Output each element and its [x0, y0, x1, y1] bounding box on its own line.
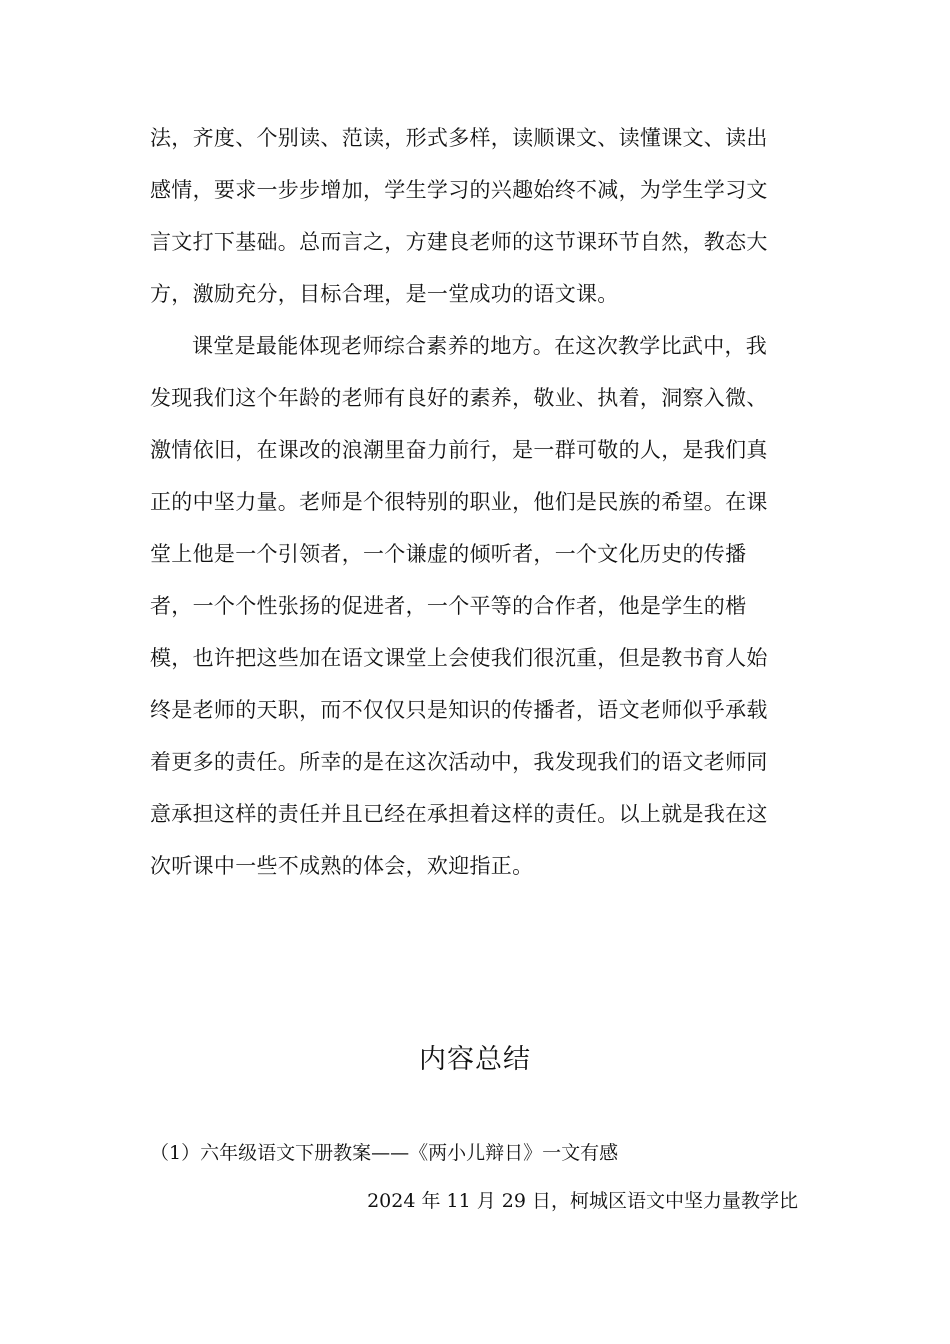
summary-title: 内容总结 — [419, 1044, 531, 1075]
text-line: 法，齐度、个别读、范读，形式多样，读顺课文、读懂课文、读出 — [150, 126, 768, 150]
text-line: 堂上他是一个引领者，一个谦虚的倾听者，一个文化历史的传播 — [150, 542, 747, 566]
summary-item-1: （1）六年级语文下册教案——《两小儿辩日》一文有感 — [150, 1142, 619, 1164]
text-line: 次听课中一些不成熟的体会，欢迎指正。 — [150, 854, 534, 878]
text-line: 模，也许把这些加在语文课堂上会使我们很沉重，但是教书育人始 — [150, 646, 768, 670]
paragraph-2 — [150, 320, 798, 892]
summary-date-line: 2024 年 11 月 29 日，柯城区语文中坚力量教学比 — [367, 1190, 798, 1212]
text-line: 意承担这样的责任并且已经在承担着这样的责任。以上就是我在这 — [150, 802, 768, 826]
text-line: 感情，要求一步步增加，学生学习的兴趣始终不减，为学生学习文 — [150, 178, 768, 202]
text-line: 方，激励充分，目标合理，是一堂成功的语文课。 — [150, 282, 619, 306]
text-line: 言文打下基础。总而言之，方建良老师的这节课环节自然，教态大 — [150, 230, 768, 254]
text-line: 课堂是最能体现老师综合素养的地方。在这次教学比武中，我 — [192, 334, 768, 358]
text-line: 激情依旧，在课改的浪潮里奋力前行，是一群可敬的人，是我们真 — [150, 438, 768, 462]
text-line: 正的中坚力量。老师是个很特别的职业，他们是民族的希望。在课 — [150, 490, 768, 514]
paragraph-1 — [150, 112, 798, 320]
text-line: 着更多的责任。所幸的是在这次活动中，我发现我们的语文老师同 — [150, 750, 768, 774]
text-line: 发现我们这个年龄的老师有良好的素养，敬业、执着，洞察入微、 — [150, 386, 768, 410]
text-line: 终是老师的天职，而不仅仅只是知识的传播者，语文老师似乎承载 — [150, 698, 768, 722]
text-line: 者，一个个性张扬的促进者，一个平等的合作者，他是学生的楷 — [150, 594, 747, 618]
